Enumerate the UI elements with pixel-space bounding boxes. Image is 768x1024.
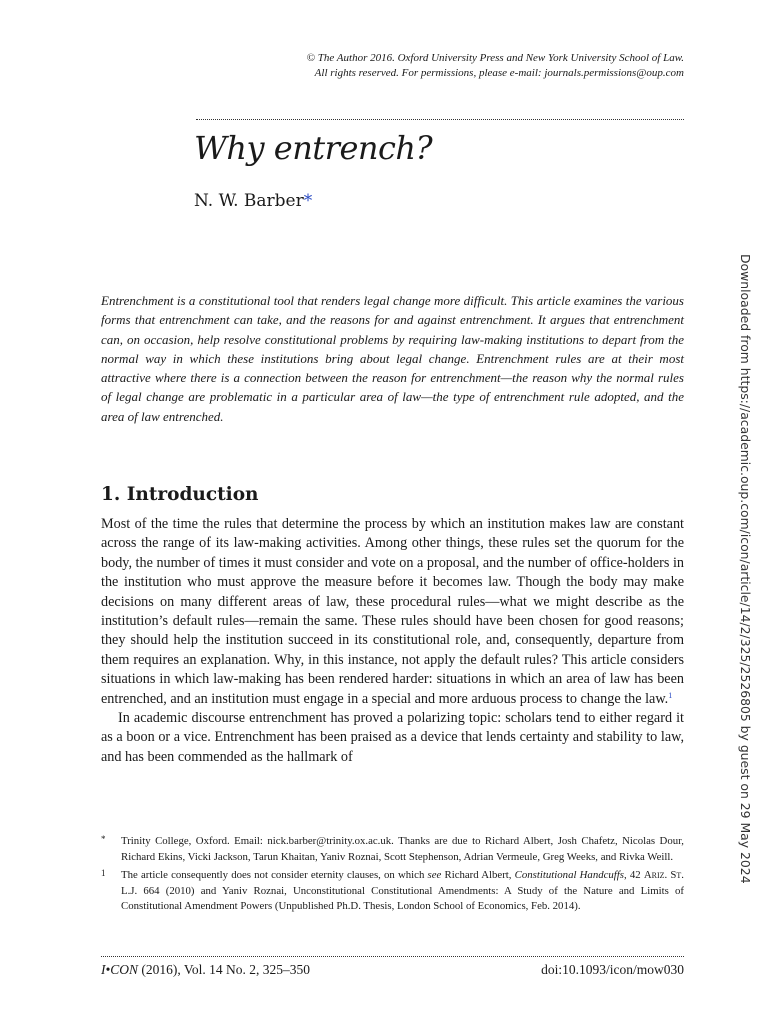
footnote-1-see: see: [427, 869, 442, 882]
footnote-1-mark: 1: [101, 868, 106, 879]
author-line: [194, 190, 312, 212]
copyright-line-1: © The Author 2016. Oxford University Press and New York University School of Law.: [306, 52, 684, 64]
doi[interactable]: doi:10.1093/icon/mow030: [541, 962, 684, 977]
footnote-1-text-a: The article consequently does not consider eternity clauses, on which: [121, 869, 428, 882]
paragraph-1: [101, 515, 684, 709]
footnote-star-mark: *: [101, 834, 106, 844]
footnote-1-journal: Ariz. St.: [643, 869, 684, 882]
footnote-star-text: Trinity College, Oxford. Email: nick.barber@trinity.ox.ac.uk. Thanks are due to Richard Albert, Josh Chafetz, Nicolas Dour, Richard Ekins, Vicki Jackson, Tarun Khaitan, Yaniv Roznai, Scott Stephenson, Adrian Vermeule, Greg Weeks, and Rivka Weill.: [121, 835, 684, 863]
paragraph-1-text: Most of the time the rules that determine the process by which an institution makes law are constant across the range of its law-making activities. Among other things, these rules set the quorum for the body, the number of times it must consider and vote on a proposal, and the number of office-holders in the institution who must approve the measure before it becomes law. Though the body may make decisions on many different areas of law, these procedural rules—what we might describe as the institution’s default rules—remain the same. These rules should have been chosen for good reasons; they should help the institution succeed in its constitutional role, and, consequently, departure from them requires an explanation. Why, in this instance, not apply the default rules? This article considers situations in which law-making has been rendered harder: situations in which an area of law has been entrenched, and an institution must engage in a special and more arduous process to change the law.: [101, 516, 684, 707]
footnote-1: [101, 868, 684, 915]
section-heading: 1. Introduction: [101, 484, 259, 505]
abstract: Entrenchment is a constitutional tool that renders legal change more difficult. This article examines the various forms that entrenchment can take, and the reasons for and against entrenchment. It argues that entrenchment can, on occasion, help resolve constitutional problems by requiring law-making institutions to depart from the normal way in which these institutions bring about legal change. Entrenchment rules are at their most attractive where there is a connection between the reason for entrenchment—the reason why the normal rules of legal change are problematic in a particular area of law—the type of entrenchment rule adopted, and the area of law entrenched.: [101, 293, 684, 424]
author-name: N. W. Barber: [194, 191, 304, 211]
footnote-1-text-d: L.J. 664 (2010) and Yaniv Roznai, Unconstitutional Constitutional Amendments: A Study of the Nature and Limits of Constitutional Amendment Powers (Unpublished Ph.D. Thesis, London School of Economics, Feb. 2014).: [121, 884, 684, 913]
journal-volume: (2016), Vol. 14 No. 2, 325–350: [137, 962, 310, 977]
footer-dotted-rule: [101, 956, 684, 957]
footnote-ref-1[interactable]: 1: [668, 690, 673, 700]
footnote-star: [101, 834, 684, 865]
footnote-1-text-c: , 42: [624, 869, 644, 882]
author-note-link[interactable]: *: [303, 191, 313, 211]
copyright-line-2: All rights reserved. For permissions, please e-mail: journals.permissions@oup.com: [314, 67, 684, 79]
download-watermark: Downloaded from https://academic.oup.com/icon/article/14/2/325/2526805 by guest on 29 May 2024: [738, 254, 753, 884]
header-dotted-rule: [196, 119, 684, 120]
footnote-1-text-b: Richard Albert,: [441, 869, 515, 882]
paragraph-2: In academic discourse entrenchment has proved a polarizing topic: scholars tend to either regard it as a boon or a vice. Entrenchment has been praised as a device that lends certainty and stability to law, and has been commended as the hallmark of: [101, 710, 684, 765]
footnotes: [101, 834, 684, 918]
journal-citation: [101, 961, 310, 979]
journal-name: I•CON: [101, 962, 138, 977]
copyright-notice: [150, 51, 684, 81]
footnote-1-cited-title: Constitutional Handcuffs: [514, 869, 625, 882]
body-text: [101, 515, 684, 767]
article-title: Why entrench?: [194, 129, 433, 167]
